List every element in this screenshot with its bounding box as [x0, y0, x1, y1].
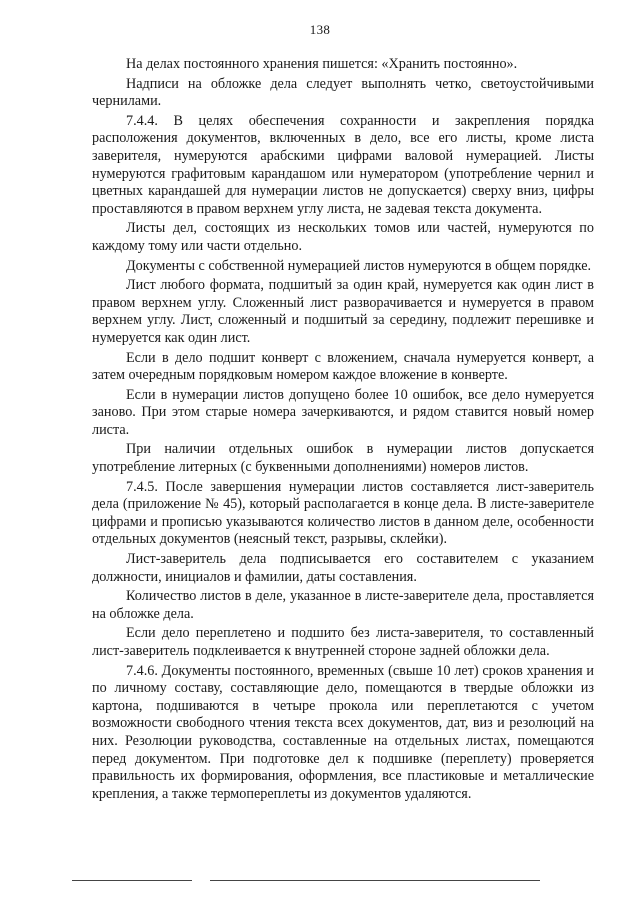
paragraph: При наличии отдельных ошибок в нумерации листов допускается употребление литерных (с буквенными дополнениями) номеров листов. [92, 441, 594, 476]
page-number: 138 [309, 22, 331, 37]
paragraph: Листы дел, состоящих из нескольких томов или частей, нумеруются по каждому тому или части отдельно. [92, 220, 594, 254]
paragraph: Если в нумерации листов допущено более 10 ошибок, все дело нумеруется заново. При этом старые номера зачеркиваются, и рядом ставится новый номер листа. [92, 386, 594, 438]
paragraph: Если дело переплетено и подшито без листа-заверителя, то составленный лист-заверитель подклеивается к внутренней стороне задней обложки дела. [92, 625, 594, 659]
footer-divider [72, 880, 192, 881]
body-text [92, 56, 594, 805]
paragraph: Лист любого формата, подшитый за один край, нумеруется как один лист в правом верхнем углу. Сложенный лист разворачивается и нумеруется в правом верхнем углу. Лист, сложенный и подшитый за середину, подлежит перешивке и нумеруется как один лист. [92, 277, 594, 346]
paragraph: На делах постоянного хранения пишется: «Хранить постоянно». [126, 56, 518, 72]
paragraph: Надписи на обложке дела следует выполнять четко, светоустойчивыми чернилами. [92, 75, 594, 110]
paragraph: Количество листов в деле, указанное в листе-заверителе дела, проставляется на обложке дела. [92, 588, 594, 622]
paragraph: Лист-заверитель дела подписывается его составителем с указанием должности, инициалов и фамилии, даты составления. [92, 551, 594, 585]
paragraph: Если в дело подшит конверт с вложением, сначала нумеруется конверт, а затем очередным порядковым номером каждое вложение в конверте. [92, 349, 594, 384]
paragraph: 7.4.6. Документы постоянного, временных (свыше 10 лет) сроков хранения и по личному составу, составляющие дело, помещаются в твердые обложки из картона, подшиваются в четыре прокола или переплетаются с учетом возможности свободного чтения текста всех документов, дат, виз и резолюций на них. Резолюции руководства, составленные на отдельных листах, помещаются перед документом. При подготовке дел к подшивке (переплету) проверяется правильность их формирования, оформления, все пластиковые и металлические крепления, а также термопереплеты из документов удаляются. [92, 662, 594, 802]
paragraph: 7.4.4. В целях обеспечения сохранности и закрепления порядка расположения документов, включенных в дело, все его листы, кроме листа заверителя, нумеруются арабскими цифрами валовой нумерацией. Листы нумеруются графитовым карандашом или нумератором (употребление чернил и цветных карандашей для нумерации листов не допускается) сверху вниз, цифры проставляются в правом верхнем углу листа, не задевая текста документа. [92, 112, 594, 217]
paragraph: Документы с собственной нумерацией листов нумеруются в общем порядке. [126, 257, 592, 274]
footer-divider [210, 880, 540, 881]
paragraph: 7.4.5. После завершения нумерации листов составляется лист-заверитель дела (приложение № 45), который располагается в конце дела. В листе-заверителе цифрами и прописью указываются количество листов в данном деле, особенности отдельных документов (неясный текст, разрывы, склейки). [92, 478, 594, 548]
